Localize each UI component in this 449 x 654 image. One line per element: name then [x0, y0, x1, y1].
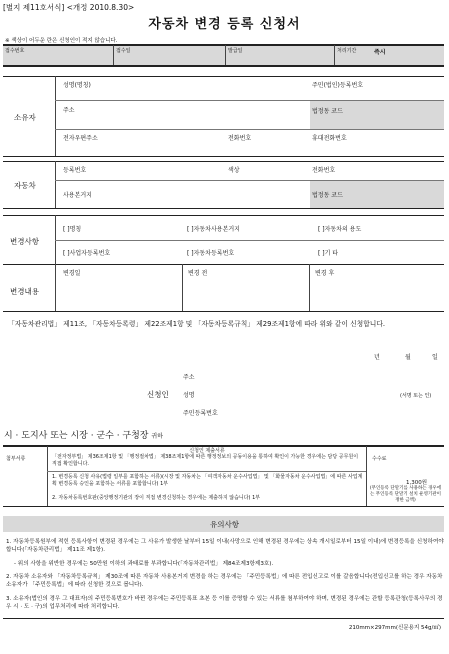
vehicle-regno-label: 등록번호 [63, 167, 87, 174]
vehicle-legal-code-label: 법정동 코드 [312, 192, 343, 199]
form-number-header: [별지 제11호서식] <개정 2010.8.30> [3, 3, 135, 12]
rule [55, 240, 444, 241]
rule [3, 618, 444, 619]
rule [113, 45, 114, 65]
rule [3, 215, 444, 216]
fee-label: 수수료 [372, 456, 387, 462]
owner-regno-label: 주민(법인)등록번호 [312, 82, 364, 89]
rule [47, 471, 366, 472]
notice-item-1-sub: - 위의 사항을 위반한 경우에는 50만원 이하의 과태료를 부과합니다(「자동차관리법」 제84조제3항제3호). [14, 561, 274, 567]
rule [366, 446, 367, 506]
paper-size-footer: 210mm×297mm(신문용지 54g/㎡) [348, 625, 441, 631]
vehicle-section-label: 자동차 [14, 181, 36, 190]
addressee-suffix: 귀하 [151, 433, 163, 440]
rule [55, 264, 56, 311]
rule [182, 264, 183, 311]
owner-legal-code-label: 법정동 코드 [312, 108, 343, 115]
applicant-regno-label: 주민등록번호 [183, 410, 218, 417]
applicant-label: 신청인 [147, 390, 169, 399]
rule [3, 311, 444, 312]
rule [3, 156, 444, 157]
applicant-sign: (서명 또는 인) [400, 393, 432, 399]
rule [47, 446, 48, 506]
change-option-usage[interactable]: [ ]자동차의 용도 [318, 226, 362, 233]
declaration-text: 「자동차관리법」 제11조, 「자동차등록령」 제22조제1항 및 「자동차등록규칙」 제29조제1항에 따라 위와 같이 신청합니다. [8, 320, 386, 328]
addressee [4, 428, 163, 441]
date-day: 일 [432, 354, 438, 361]
top-note: ※ 색상이 어두운 란은 신청인이 적지 않습니다. [5, 38, 118, 44]
notice-item-2: 2. 자동차 소유자와 「자동차등록규칙」 제30조에 따른 자동차 사용본거지 변경을 하는 경우에는 「주민등록법」에 따른 전입신고로 이를 갈음합니다(전입신고를 하는 경우 자동차 소유자가 「주민등록법」에 따라 신청한 것으로 봅니다). [6, 574, 443, 589]
documents-item-1: 1. 변경등록 신청 사유(법령 일부를 포함하는 서류)(시장 및 자동차는 「여객자동차 운수사업법」 및 「화물자동차 운수사업법」에 따른 사업계획 변경등록 승인을 포함하는 서류를 포함합니다) 1부 [52, 474, 363, 487]
processing-period-label: 처리기간 [337, 48, 357, 54]
applicant-address-label: 주소 [183, 374, 195, 381]
processing-period-value: 즉시 [374, 49, 386, 56]
documents-title: 신청인 제출서류 [189, 448, 225, 454]
fee-value: 1,300원 [406, 480, 428, 486]
change-before-label: 변경 전 [188, 270, 208, 277]
rule [3, 161, 444, 162]
change-content-section-label: 변경내용 [10, 287, 39, 296]
applicant-name-label: 성명 [183, 392, 195, 399]
change-option-vehicle-regno[interactable]: [ ]자동차등록번호 [187, 250, 235, 257]
change-option-other[interactable]: [ ]기 타 [318, 250, 339, 257]
vehicle-phone-label: 전화번호 [312, 167, 336, 174]
notice-title: 유의사항 [210, 520, 239, 529]
receipt-date-label: 접수일 [116, 48, 131, 54]
form-title: 자동차 변경 등록 신청서 [148, 17, 301, 32]
rule [55, 129, 444, 130]
fee-note: (무인등록 단말기를 사용하는 경우에는 무인등록 단말기 설치 운영기관이 정한 금액) [369, 486, 442, 503]
vehicle-color-label: 색상 [228, 167, 240, 174]
owner-phone-label: 전화번호 [228, 135, 252, 142]
rule [3, 208, 444, 209]
addressee-text: 시 · 도지사 또는 시장 · 군수 · 구청장 [4, 431, 149, 441]
rule [3, 264, 444, 265]
notice-item-1: 1. 자동차등록원부에 적힌 등록사항이 변경된 경우에는 그 사유가 발생한 날부터 15일 이내(사망으로 인해 변경된 경우에는 상속 개시일로부터 15일 이내)에 변경등록을 신청하여야 합니다(「자동차관리법」 제11조 제1항). [6, 539, 444, 554]
rule [3, 506, 444, 507]
rule [3, 44, 444, 46]
rule [3, 76, 444, 77]
owner-address-label: 주소 [63, 107, 75, 114]
documents-label: 첨부서류 [6, 456, 26, 462]
rule [225, 45, 226, 65]
rule [309, 264, 310, 311]
owner-section-label: 소유자 [14, 113, 36, 122]
rule [334, 45, 335, 65]
date-year: 년 [374, 354, 380, 361]
vehicle-storage-label: 사용본거지 [63, 192, 92, 199]
change-date-label: 변경일 [63, 270, 81, 277]
rule [3, 65, 444, 67]
change-option-business-no[interactable]: [ ]사업자등록번호 [63, 250, 111, 257]
issue-date-label: 발급일 [228, 48, 243, 54]
change-option-storage[interactable]: [ ]자동차사용본거지 [187, 226, 240, 233]
documents-item-2: 2. 자동차등록번호판(중앙행정기관의 장이 직접 변경신청하는 경우에는 제출하지 않습니다) 1부 [52, 495, 261, 501]
owner-email-label: 전자우편주소 [63, 135, 98, 142]
rule [55, 161, 56, 208]
date-month: 월 [405, 354, 411, 361]
change-option-name[interactable]: [ ]명칭 [63, 226, 82, 233]
owner-mobile-label: 휴대전화번호 [312, 135, 347, 142]
change-items-section-label: 변경사항 [10, 237, 39, 246]
notice-item-3: 3. 소유자(법인의 경우 그 대표자)의 주민등록번호가 바뀐 경우에는 주민등록표 초본 등 이를 증명할 수 있는 서류를 첨부하여야 하며, 변경된 경우에는 관할 등록관청(등록사무의 경우 시 · 도 · 구)의 업무처리에 따라 처리합니다. [6, 596, 443, 611]
documents-subtitle: 「전자정부법」 제36조제1항 및 「행정절차법」 제38조제1항에 따른 행정정보의 공동이용을 통하여 확인이 가능한 경우에는 담당 공무원이 직접 확인합니다. [52, 454, 359, 467]
receipt-number-label: 접수번호 [5, 48, 25, 54]
rule [55, 76, 56, 156]
owner-name-label: 성명(명칭) [63, 82, 91, 89]
change-after-label: 변경 후 [315, 270, 335, 277]
